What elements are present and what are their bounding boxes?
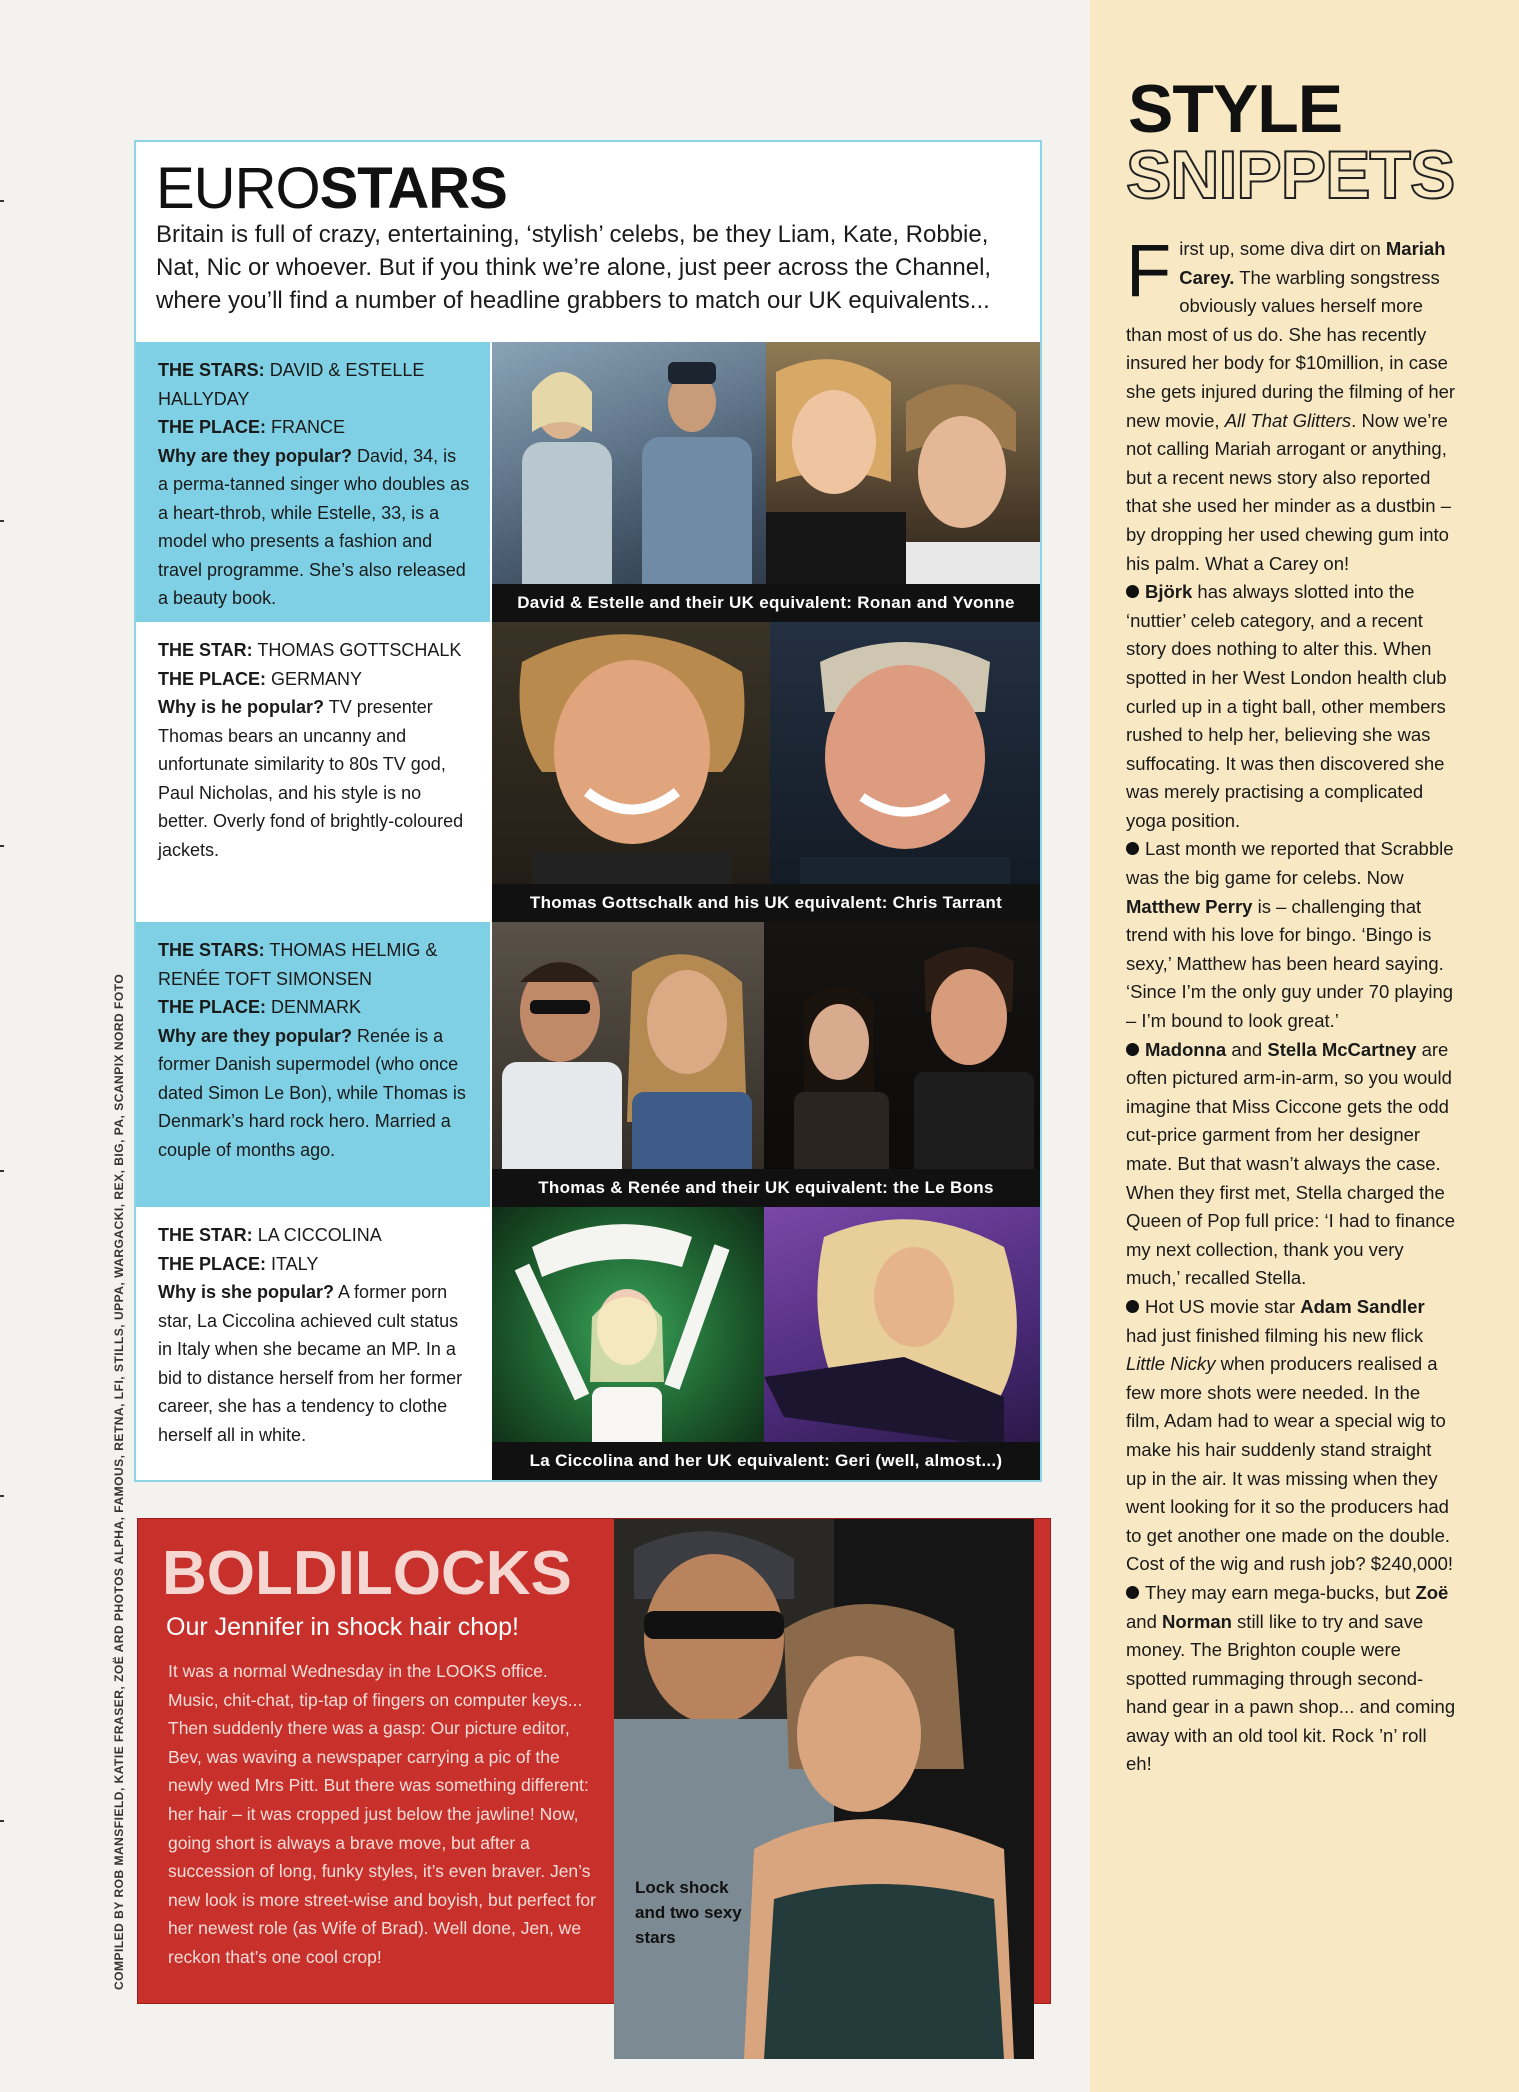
boldilocks-title: BOLDILOCKS: [162, 1539, 572, 1608]
stars-label: THE STARS:: [158, 360, 265, 380]
photo-ronan-yvonne-art: [766, 342, 1040, 622]
snippet-text: and: [1226, 1038, 1268, 1060]
eurostars-section: [134, 140, 1042, 1482]
snippet-text: still like to try and save money. The Brighton couple were spotted rummaging through second-hand gear in a pawn shop... and coming away with an old tool kit. Rock ’n’ roll eh!: [1126, 1610, 1456, 1775]
boldilocks-subtitle: Our Jennifer in shock hair chop!: [166, 1613, 519, 1641]
star-info: [136, 622, 490, 922]
photo-credits: COMPILED BY ROB MANSFIELD, KATIE FRASER, ZOË ARD PHOTOS ALPHA, FAMOUS, RETNA, LFI, STILLS, UPPA, WARGACKI, REX, BIG, PA, SCANPIX NORD FOTO: [112, 973, 126, 1990]
photo-hallyday: [492, 342, 766, 622]
snippet-text: They may earn mega-bucks, but: [1145, 1581, 1416, 1603]
photo-gottschalk: [492, 622, 770, 922]
star-row-germany: [136, 622, 1040, 922]
star-info: [136, 342, 490, 622]
photo-le-bons: [764, 922, 1040, 1207]
title-light: EURO: [156, 156, 320, 221]
photo-brad-jennifer: [614, 1519, 1034, 2059]
snippet-name: Zoë: [1415, 1581, 1449, 1603]
why-text: David, 34, is a perma-tanned singer who doubles as a heart-throb, while Estelle, 33, is a model who presents a fashion and travel programme. She’s also released a beauty book.: [158, 445, 470, 608]
snippet-name: Mariah Carey.: [1179, 238, 1446, 288]
photo-ronan-yvonne: [766, 342, 1040, 622]
stars-value: THOMAS HELMIG & RENÉE TOFT SIMONSEN: [158, 940, 438, 989]
bullet-icon: [1126, 842, 1139, 855]
place-value: GERMANY: [271, 668, 363, 689]
snippet-text: . Now we’re not calling Mariah arrogant or anything, but a recent news story also reported that she used her minder as a dustbin – by dropping her used chewing gum into his palm. What a Carey on!: [1126, 409, 1451, 574]
photo-tarrant-art: [770, 622, 1040, 922]
boldilocks-caption: Lock shock and two sexy stars: [635, 1878, 742, 1947]
stars-value: DAVID & ESTELLE HALLYDAY: [158, 360, 425, 409]
stars-value: THOMAS GOTTSCHALK: [257, 640, 462, 660]
snippet-text: had just finished filming his new flick: [1126, 1324, 1424, 1346]
bullet-icon: [1126, 1300, 1139, 1313]
drop-cap: F: [1126, 229, 1172, 312]
photo-pair: [492, 1207, 1040, 1480]
photo-pair: [492, 922, 1040, 1207]
margin-mark: [0, 1495, 4, 1497]
snippet-name: Norman: [1162, 1610, 1232, 1632]
snippet-text: and: [1126, 1610, 1163, 1632]
photo-pair: [492, 342, 1040, 622]
snippet-text: are often pictured arm-in-arm, so you would imagine that Miss Ciccone gets the odd cut-price garment from her designer mate. But that wasn’t always the case. When they first met, Stella charged the Queen of Pop full price: ‘I had to finance my next collection, thank you very much,’ recalled Stella.: [1126, 1038, 1456, 1289]
why-label: Why are they popular?: [158, 1025, 353, 1046]
photo-geri: [764, 1207, 1040, 1480]
eurostars-header: [136, 142, 1040, 342]
why-text: A former porn star, La Ciccolina achieved cult status in Italy when she became an MP. In a bid to distance herself from her former career, she has a tendency to clothe herself all in white.: [158, 1282, 463, 1445]
boldilocks-section: [137, 1518, 1051, 2004]
margin-mark: [0, 845, 4, 847]
bullet-icon: [1126, 585, 1139, 598]
photo-hallyday-art: [492, 342, 766, 622]
stars-label: THE STARS:: [158, 940, 265, 960]
snippet-name: Adam Sandler: [1300, 1295, 1425, 1317]
snippet-text: Hot US movie star: [1145, 1295, 1301, 1317]
star-row-france: [136, 342, 1040, 622]
photo-caption: Thomas & Renée and their UK equivalent: the Le Bons: [492, 1169, 1040, 1207]
why-label: Why is she popular?: [158, 1282, 335, 1302]
place-value: DENMARK: [271, 997, 362, 1017]
place-value: FRANCE: [271, 417, 346, 437]
title-bold: STARS: [319, 156, 507, 221]
stars-label: THE STAR:: [158, 1225, 253, 1245]
why-label: Why is he popular?: [158, 697, 325, 717]
snippet-name: Stella McCartney: [1267, 1038, 1417, 1060]
photo-caption: La Ciccolina and her UK equivalent: Geri (well, almost...): [492, 1442, 1040, 1480]
place-label: THE PLACE:: [158, 668, 266, 689]
star-info: [136, 922, 490, 1207]
photo-helmig-simonsen-art: [492, 922, 764, 1207]
photo-le-bons-art: [764, 922, 1040, 1207]
photo-geri-art: [764, 1207, 1040, 1480]
snippet-text: when producers realised a few more shots were needed. In the film, Adam had to wear a special wig to make his hair suddenly stand straight up in the air. It was missing when they went looking for it so the producers had to get another one made on the double. Cost of the wig and rush job? $240,000!: [1126, 1353, 1454, 1575]
margin-mark: [0, 200, 4, 202]
star-row-italy: [136, 1207, 1040, 1480]
star-info: [136, 1207, 490, 1480]
bullet-icon: [1126, 1043, 1139, 1056]
bullet-icon: [1126, 1586, 1139, 1599]
photo-ciccolina-art: [492, 1207, 764, 1480]
snippet-text: Last month we reported that Scrabble was the big game for celebs. Now: [1126, 838, 1454, 889]
eurostars-title: [156, 154, 507, 224]
snippet-title: All That Glitters: [1224, 409, 1352, 431]
photo-ciccolina: [492, 1207, 764, 1480]
snippet-name: Björk: [1145, 581, 1193, 603]
stars-label: THE STAR:: [158, 640, 253, 660]
margin-mark: [0, 1170, 4, 1172]
snippet-text: irst up, some diva dirt on: [1179, 238, 1386, 259]
photo-gottschalk-art: [492, 622, 770, 922]
snippet-text: is – challenging that trend with his love for bingo. ‘Bingo is sexy,’ Matthew has been heard saying. ‘Since I’m the only guy under 70 playing – I’m bound to look great.’: [1126, 895, 1454, 1032]
snippet-name: Matthew Perry: [1126, 895, 1253, 917]
place-label: THE PLACE:: [158, 1253, 266, 1274]
photo-tarrant: [770, 622, 1040, 922]
snippets-body: [1126, 229, 1456, 1779]
why-text: TV presenter Thomas bears an uncanny and unfortunate similarity to 80s TV god, Paul Nicholas, and his style is no better. Overly fond of brightly-coloured jackets.: [158, 697, 464, 860]
snippets-title-line2: SNIPPETS: [1126, 137, 1455, 213]
snippets-title-line1: STYLE: [1128, 71, 1343, 147]
snippet-title: Little Nicky: [1126, 1353, 1216, 1375]
snippet-name: Madonna: [1145, 1038, 1227, 1060]
photo-pair: [492, 622, 1040, 922]
eurostars-intro: Britain is full of crazy, entertaining, ‘stylish’ celebs, be they Liam, Kate, Robbie, Nat, Nic or whoever. But if you think we’re alone, just peer across the Channel, where you’ll find a number of headline grabbers to match our UK equivalents...: [156, 221, 992, 314]
why-label: Why are they popular?: [158, 445, 353, 466]
margin-mark: [0, 520, 4, 522]
snippet-text: has always slotted into the ‘nuttier’ celeb category, and a recent story does nothing to alter this. When spotted in her West London health club curled up in a tight ball, other members rushed to help her, believing she was suffocating. It was then discovered she was merely practising a complicated yoga position.: [1126, 581, 1447, 831]
place-label: THE PLACE:: [158, 417, 266, 437]
margin-mark: [0, 1820, 4, 1822]
place-value: ITALY: [271, 1253, 319, 1274]
photo-brad-jennifer-art: [614, 1519, 1034, 2059]
photo-helmig-simonsen: [492, 922, 764, 1207]
photo-caption: Thomas Gottschalk and his UK equivalent: Chris Tarrant: [492, 884, 1040, 922]
star-row-denmark: [136, 922, 1040, 1207]
boldilocks-body: It was a normal Wednesday in the LOOKS office. Music, chit-chat, tip-tap of fingers on computer keys... Then suddenly there was a gasp: Our picture editor, Bev, was waving a newspaper carrying a pic of the newly wed Mrs Pitt. But there was something different: her hair – it was cropped just below the jawline! Now, going short is always a brave move, but after a succession of long, funky styles, it’s even braver. Jen’s new look is more street-wise and boyish, but perfect for her newest role (as Wife of Brad). Well done, Jen, we reckon that’s one cool crop!: [168, 1661, 596, 1967]
photo-caption: David & Estelle and their UK equivalent: Ronan and Yvonne: [492, 584, 1040, 622]
snippet-text: The warbling songstress obviously values herself more than most of us do. She has recently insured her body for $10million, in case she gets injured during the filming of her new movie,: [1126, 266, 1456, 431]
style-snippets-column: [1090, 0, 1519, 2092]
stars-value: LA CICCOLINA: [257, 1225, 382, 1245]
place-label: THE PLACE:: [158, 997, 266, 1017]
why-text: Renée is a former Danish supermodel (who once dated Simon Le Bon), while Thomas is Denmark’s hard rock hero. Married a couple of months ago.: [158, 1025, 466, 1160]
